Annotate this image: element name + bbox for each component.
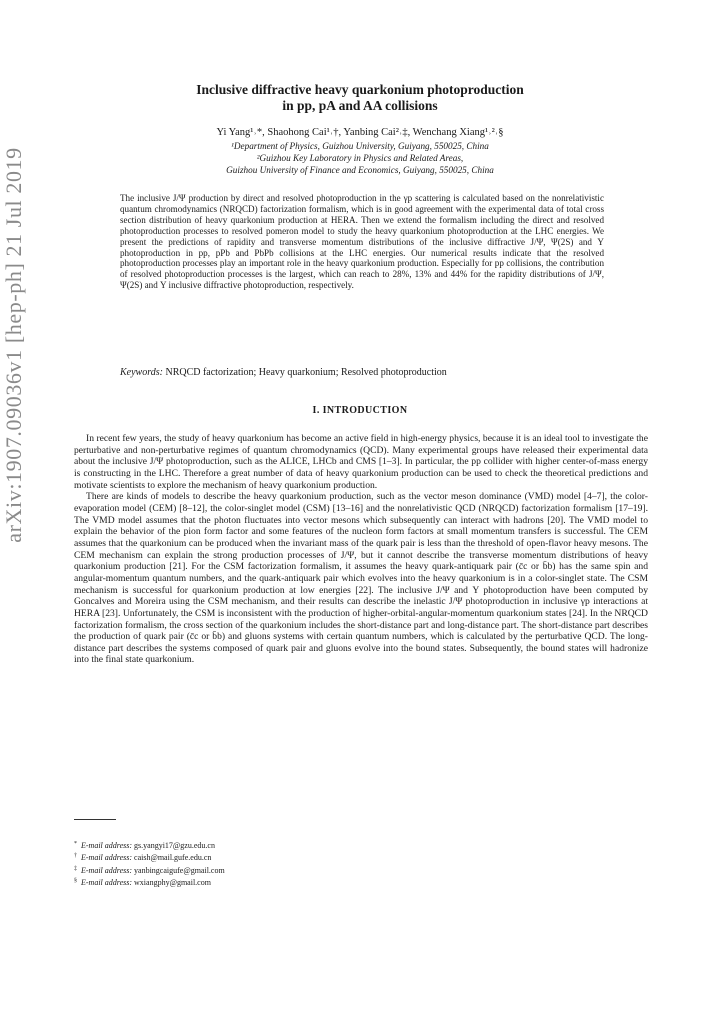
author-list: Yi Yang¹˒*, Shaohong Cai¹˒†, Yanbing Cai²˒‡, Wenchang Xiang¹˒²˒§ <box>216 127 504 138</box>
affiliation-1: ¹Department of Physics, Guizhou University, Guiyang, 550025, China <box>231 141 489 151</box>
section-heading: I. INTRODUCTION <box>312 405 408 416</box>
footnotes <box>74 839 648 888</box>
footnote-mark: § <box>74 877 77 884</box>
footnote-email[interactable]: gs.yangyi17@gzu.edu.cn <box>134 841 215 850</box>
footnote-email[interactable]: caish@mail.gufe.edu.cn <box>134 853 212 863</box>
title-line-2: in pp, pA and AA collisions <box>282 98 438 113</box>
affiliation-2: ²Guizhou Key Laboratory in Physics and Related Areas, <box>256 153 464 163</box>
footnote-label: E-mail address: <box>81 877 133 887</box>
arxiv-identifier: arXiv:1907.09036v1 [hep-ph] 21 Jul 2019 <box>1 147 26 543</box>
footnote <box>74 851 648 863</box>
footnote-email[interactable]: yanbingcaigufe@gmail.com <box>134 865 225 875</box>
footnote-label: E-mail address: <box>81 865 133 875</box>
paper-title <box>60 82 660 114</box>
footnote <box>74 876 648 888</box>
footnote-label: E-mail address: <box>81 841 133 850</box>
keywords-text: NRQCD factorization; Heavy quarkonium; Resolved photoproduction <box>165 367 447 378</box>
footnote-email[interactable]: wxiangphy@gmail.com <box>134 877 211 887</box>
title-line-1: Inclusive diffractive heavy quarkonium photoproduction <box>196 82 524 97</box>
footnote-label: E-mail address: <box>81 853 133 863</box>
paragraph: There are kinds of models to describe the heavy quarkonium production, such as the vector meson dominance (VMD) model [4–7], the color-evaporation model (CEM) [8–12], the color-singlet model (CSM) [13–16] and the nonrelativistic QCD (NRQCD) factorization formalism [17–19]. The VMD model assumes that the photon fluctuates into vector mesons which subsequently can interact with hadrons [20]. The VMD model to explain the behavior of the pion form factor and some features of the nucleon form factors at small momentum transfers is successful. The CEM assumes that the quarkonium can be produced when the invariant mass of the quark pair is less than the threshold of open-flavor heavy mesons. The CEM mechanism can explain the strong production processes of J/Ψ, but it cannot describe the transverse momentum distributions of heavy quarkonium production [21]. For the CSM factorization formalism, it assumes the heavy quark-antiquark pair (c̄c or b̄b) has the same spin and angular-momentum quantum numbers, and the quark-antiquark pair which evolves into the heavy quarkonium is in a color-singlet state. The CSM mechanism is successful for quarkonium production at low energies [22]. The inclusive J/Ψ and Υ photoproduction have been computed by Goncalves and Moreira using the CSM mechanism, and their results can describe the inelastic J/Ψ photoproduction in inclusive γp interactions at HERA [23]. Unfortunately, the CSM is inconsistent with the production of higher-orbital-angular-momentum quarkonium states [24]. In the NRQCD factorization formalism, the cross section of the quarkonium includes the short-distance part and long-distance part. The short-distance part describes the production of quark pair (c̄c or b̄b) and gluons systems with certain quantum numbers, which is calculated by the perturbative QCD. The long-distance part describes the systems composed of quark pair and gluons evolve into the bound states. Subsequently, the bound states will hadronize into the final state quarkonium. <box>74 491 648 666</box>
affiliation-3: Guizhou University of Finance and Economics, Guiyang, 550025, China <box>226 165 494 175</box>
footnote-mark: * <box>74 841 77 847</box>
footnote-rule <box>74 819 116 820</box>
body-text <box>74 433 648 666</box>
keywords-label: Keywords: <box>120 367 163 378</box>
footnote <box>74 864 648 876</box>
footnote-mark: † <box>74 853 77 860</box>
abstract: The inclusive J/Ψ production by direct and resolved photoproduction in the γp scattering is calculated based on the nonrelativistic quantum chromodynamics (NRQCD) factorization formalism, which is in good agreement with the experimental data of total cross section distribution of heavy quarkonium production at HERA. Then we extend the formalism including the direct and resolved photoproduction processes to resolved pomeron model to study the heavy quarkonium photoproduction at the LHC energies. We present the predictions of rapidity and transverse momentum distributions of the inclusive diffractive J/Ψ, Ψ(2S) and Υ photoproduction in pp, pPb and PbPb collisions at the LHC energies. Our numerical results indicate that the resolved photoproduction processes play an important role in the heavy quarkonium production. Especially for pp collisions, the contribution of resolved photoproduction processes is the largest, which can reach to 28%, 13% and 44% for the rapidity distributions of J/Ψ, Ψ(2S) and Υ inclusive diffractive photoproduction, respectively. <box>120 193 604 291</box>
footnote <box>74 839 648 851</box>
footnote-mark: ‡ <box>74 865 77 872</box>
paragraph: In recent few years, the study of heavy quarkonium has become an active field in high-energy physics, because it is an ideal tool to investigate the perturbative and non-perturbative regimes of quantum chromodynamics (QCD). Many experimental groups have released their experimental data about the inclusive J/Ψ photoproduction, such as the ALICE, LHCb and CMS [1–3]. In particular, the pp collider with higher center-of-mass energy is constructing in the LHC. Therefore a great number of data of heavy quarkonium production can be used to check the theoretical predictions and motivate scientists to explore the mechanism of heavy quarkonium production. <box>74 433 648 491</box>
keywords <box>120 367 604 379</box>
